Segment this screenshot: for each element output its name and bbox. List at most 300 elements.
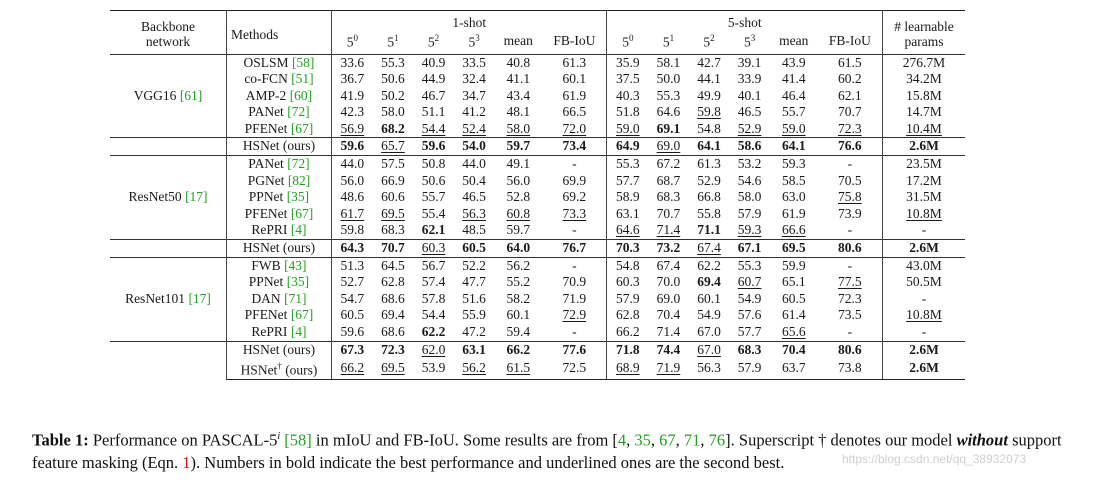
- table-header: [110, 11, 965, 55]
- value-cell: [413, 291, 454, 308]
- value-cell: [770, 291, 818, 308]
- value-cell: [883, 173, 966, 190]
- one-shot-header: 1-shot: [332, 11, 607, 31]
- method-citation: [51]: [291, 71, 314, 87]
- value-cell: [413, 341, 454, 358]
- value-cell: [689, 156, 730, 173]
- value-cell: [770, 121, 818, 138]
- value-cell: [332, 240, 373, 258]
- value-cell: [648, 71, 689, 88]
- value-cell: [770, 307, 818, 324]
- method-name: PANet: [248, 156, 284, 172]
- fbiou-header-one-shot: FB-IoU: [542, 30, 607, 54]
- caption-text-1: Performance on PASCAL-5: [88, 430, 278, 450]
- value-text: 23.5M: [906, 156, 942, 172]
- method-cell: [227, 71, 332, 88]
- value-text: 55.3: [737, 257, 762, 273]
- caption-superscript-i: i: [277, 431, 281, 442]
- value-cell: [454, 324, 495, 341]
- value-cell: [494, 173, 542, 190]
- value-cell: [494, 88, 542, 105]
- value-cell: [494, 257, 542, 274]
- value-cell: [332, 324, 373, 341]
- value-text: 51.8: [616, 104, 640, 120]
- table-row: [110, 222, 965, 239]
- value-text: 52.7: [340, 274, 365, 290]
- value-cell: [770, 138, 818, 156]
- method-cell: [227, 307, 332, 324]
- value-cell: [818, 222, 883, 239]
- method-name: PGNet: [247, 172, 285, 188]
- value-text: 68.2: [381, 120, 405, 136]
- value-cell: [818, 156, 883, 173]
- value-cell: [770, 257, 818, 274]
- value-text: 64.9: [616, 138, 640, 154]
- value-text: 71.1: [697, 222, 721, 238]
- value-cell: [818, 206, 883, 223]
- value-text: 59.6: [340, 324, 365, 339]
- value-text: 41.1: [506, 71, 531, 87]
- value-cell: [648, 121, 689, 138]
- value-text: 70.7: [838, 104, 862, 120]
- method-suffix: (ours): [281, 362, 318, 378]
- value-cell: [454, 274, 495, 291]
- value-cell: [454, 206, 495, 223]
- fold-superscript: 0: [628, 33, 634, 43]
- value-text: 68.6: [381, 324, 405, 339]
- caption-cite-58: [58]: [284, 430, 312, 450]
- value-text: 66.2: [506, 341, 531, 357]
- value-cell: [542, 88, 607, 105]
- value-cell: [689, 358, 730, 380]
- value-text: 49.1: [506, 156, 531, 172]
- caption-cite-71: 71: [683, 430, 701, 450]
- mean-header-one-shot: mean: [503, 32, 533, 48]
- table-row: [110, 121, 965, 138]
- value-text: 58.1: [656, 54, 681, 70]
- value-cell: [607, 71, 648, 88]
- value-cell: [729, 291, 770, 308]
- value-text: 56.3: [462, 205, 486, 221]
- mean-header-five-shot: mean: [779, 32, 809, 48]
- value-cell: [607, 257, 648, 274]
- value-text: 62.2: [697, 257, 721, 273]
- value-text: 57.5: [381, 156, 405, 172]
- value-text: 33.9: [737, 71, 762, 87]
- value-text: 68.3: [381, 222, 405, 238]
- value-text: 72.3: [838, 120, 862, 136]
- fold-superscript: 1: [394, 33, 399, 43]
- value-cell: [729, 240, 770, 258]
- value-cell: [332, 341, 373, 358]
- value-text: 10.8M: [906, 307, 942, 323]
- value-cell: [729, 257, 770, 274]
- value-text: 43.4: [506, 87, 531, 103]
- value-text: 56.7: [421, 257, 446, 273]
- fold-1-header-one-shot: [373, 30, 414, 54]
- value-text: 53.2: [737, 156, 762, 172]
- value-cell: [373, 222, 414, 239]
- table-row: [110, 274, 965, 291]
- value-cell: [413, 274, 454, 291]
- value-cell: [648, 222, 689, 239]
- value-text: 66.6: [781, 222, 806, 238]
- value-text: 77.6: [562, 341, 587, 357]
- fold-1-header-five-shot: [648, 30, 689, 54]
- value-text: 60.3: [616, 274, 640, 290]
- value-cell: [542, 206, 607, 223]
- value-text: 55.3: [616, 156, 640, 172]
- value-cell: [883, 257, 966, 274]
- value-text: 56.3: [697, 360, 721, 376]
- value-cell: [373, 104, 414, 121]
- value-text: 56.0: [340, 172, 365, 188]
- value-text: 40.1: [737, 87, 762, 103]
- value-text: 50.2: [381, 87, 405, 103]
- value-text: 68.7: [656, 172, 681, 188]
- fold-base: 5: [662, 34, 670, 50]
- value-text: 51.3: [340, 257, 365, 273]
- value-text: 76.6: [838, 138, 862, 154]
- value-cell: [818, 54, 883, 71]
- method-cell: [227, 240, 332, 258]
- value-text: 56.2: [506, 257, 531, 273]
- hsnet-row: [110, 138, 965, 156]
- value-cell: [542, 138, 607, 156]
- table-row: [110, 71, 965, 88]
- fold-superscript: 1: [669, 33, 675, 43]
- value-cell: [648, 54, 689, 71]
- value-cell: [770, 206, 818, 223]
- value-cell: [818, 341, 883, 358]
- value-cell: [770, 324, 818, 341]
- value-text: 55.7: [421, 189, 446, 205]
- value-text: 67.0: [697, 324, 721, 339]
- value-cell: [494, 156, 542, 173]
- value-text: 50.0: [656, 71, 681, 87]
- value-text: 69.9: [562, 172, 587, 188]
- value-cell: [332, 358, 373, 380]
- value-text: 71.9: [656, 360, 681, 376]
- value-text: 54.9: [737, 290, 762, 306]
- value-text: 54.8: [697, 120, 721, 136]
- value-cell: [542, 240, 607, 258]
- value-cell: [689, 71, 730, 88]
- value-cell: [648, 138, 689, 156]
- value-cell: [729, 138, 770, 156]
- value-text: 59.0: [781, 120, 806, 136]
- value-cell: [770, 71, 818, 88]
- method-name: HSNet (ours): [242, 240, 316, 256]
- value-cell: [373, 156, 414, 173]
- value-cell: [373, 274, 414, 291]
- value-text: 55.4: [421, 205, 446, 221]
- value-text: 50.8: [421, 156, 446, 172]
- value-text: 54.4: [421, 120, 446, 136]
- backbone-header-line1: Backbone: [141, 19, 195, 35]
- value-cell: [373, 240, 414, 258]
- fold-base: 5: [427, 34, 435, 50]
- value-text: 2.6M: [909, 240, 939, 256]
- value-cell: [542, 189, 607, 206]
- value-cell: [332, 206, 373, 223]
- value-cell: [373, 88, 414, 105]
- value-text: 37.5: [616, 71, 640, 87]
- value-text: 63.1: [616, 205, 640, 221]
- method-name: PFENet: [244, 120, 288, 136]
- value-cell: [818, 274, 883, 291]
- value-text: 57.7: [737, 324, 762, 339]
- value-text: 44.1: [697, 71, 721, 87]
- value-text: 50.5M: [906, 274, 942, 290]
- value-text: 54.9: [697, 307, 721, 323]
- value-cell: [883, 341, 966, 358]
- value-text: 54.6: [737, 172, 762, 188]
- value-cell: [494, 274, 542, 291]
- value-cell: [332, 121, 373, 138]
- value-cell: [413, 88, 454, 105]
- value-text: 67.1: [737, 240, 762, 256]
- backbone-cell: [110, 54, 227, 138]
- value-text: 50.4: [462, 172, 486, 188]
- value-text: 54.8: [616, 257, 640, 273]
- value-text: 36.7: [340, 71, 365, 87]
- value-cell: [607, 341, 648, 358]
- value-cell: [607, 173, 648, 190]
- method-cell: [227, 156, 332, 173]
- value-cell: [883, 274, 966, 291]
- value-text: 70.4: [781, 341, 806, 357]
- backbone-cell-empty: [110, 240, 227, 258]
- value-cell: [729, 341, 770, 358]
- value-cell: [883, 307, 966, 324]
- value-cell: [883, 54, 966, 71]
- value-cell: [689, 222, 730, 239]
- value-text: 14.7M: [906, 104, 942, 120]
- value-text: 50.6: [381, 71, 405, 87]
- value-text: 66.5: [562, 104, 587, 120]
- value-text: 61.3: [697, 156, 721, 172]
- method-cell: [227, 173, 332, 190]
- value-text: 33.6: [340, 54, 365, 70]
- value-text: 66.8: [697, 189, 721, 205]
- value-text: 10.4M: [906, 120, 942, 136]
- params-header-line1: # learnable: [894, 19, 954, 35]
- value-cell: [648, 307, 689, 324]
- value-text: 60.5: [462, 240, 486, 256]
- method-cell: [227, 291, 332, 308]
- value-text: 67.2: [656, 156, 681, 172]
- value-text: 72.5: [562, 360, 587, 376]
- value-text: 57.9: [737, 205, 762, 221]
- value-cell: [373, 341, 414, 358]
- value-cell: [413, 358, 454, 380]
- value-text: 69.5: [381, 205, 405, 221]
- method-name: AMP-2: [245, 87, 287, 103]
- caption-text-3: ]. Superscript † denotes our model: [725, 430, 957, 450]
- value-text: 48.1: [506, 104, 531, 120]
- fold-base: 5: [346, 34, 354, 50]
- value-text: 56.0: [506, 172, 531, 188]
- caption-eqn-ref: 1: [182, 452, 191, 472]
- value-cell: [494, 222, 542, 239]
- value-text: 32.4: [462, 71, 486, 87]
- value-text: 66.2: [340, 360, 365, 376]
- value-text: 60.7: [737, 274, 762, 290]
- value-text: 40.3: [616, 87, 640, 103]
- value-cell: [494, 307, 542, 324]
- value-text: 63.0: [781, 189, 806, 205]
- value-cell: [883, 222, 966, 239]
- value-cell: [413, 121, 454, 138]
- value-cell: [648, 88, 689, 105]
- value-cell: [413, 240, 454, 258]
- table-row: [110, 54, 965, 71]
- value-text: 46.5: [737, 104, 762, 120]
- value-cell: [818, 138, 883, 156]
- value-text: 76.7: [562, 240, 587, 256]
- value-cell: [454, 240, 495, 258]
- value-cell: [689, 257, 730, 274]
- fold-0-header-one-shot: [332, 30, 373, 54]
- value-text: 69.5: [381, 360, 405, 376]
- fold-base: 5: [703, 34, 711, 50]
- value-cell: [729, 206, 770, 223]
- value-cell: [648, 173, 689, 190]
- value-cell: [413, 71, 454, 88]
- value-text: 73.5: [838, 307, 862, 323]
- value-text: -: [572, 324, 577, 339]
- value-text: -: [572, 257, 577, 273]
- value-cell: [648, 206, 689, 223]
- value-cell: [883, 358, 966, 380]
- value-text: 2.6M: [909, 341, 939, 357]
- value-text: 60.2: [838, 71, 862, 87]
- value-cell: [454, 173, 495, 190]
- value-text: 69.0: [656, 290, 681, 306]
- value-cell: [770, 88, 818, 105]
- params-header-line2: params: [904, 34, 944, 50]
- method-citation: [35]: [286, 274, 310, 290]
- value-text: 59.7: [506, 138, 531, 154]
- method-cell: [227, 274, 332, 291]
- value-text: 73.9: [838, 205, 862, 221]
- value-cell: [373, 121, 414, 138]
- value-cell: [883, 291, 966, 308]
- value-text: 58.0: [737, 189, 762, 205]
- value-cell: [883, 189, 966, 206]
- value-cell: [454, 307, 495, 324]
- value-cell: [818, 324, 883, 341]
- value-text: 64.1: [697, 138, 721, 154]
- method-name: RePRI: [251, 324, 288, 339]
- value-cell: [818, 291, 883, 308]
- method-citation: [67]: [290, 120, 314, 136]
- method-name: OSLSM: [243, 54, 289, 70]
- value-text: 69.0: [656, 138, 681, 154]
- value-text: 42.3: [340, 104, 365, 120]
- value-text: 59.8: [340, 222, 365, 238]
- value-cell: [689, 307, 730, 324]
- value-cell: [373, 358, 414, 380]
- backbone-name: ResNet50: [128, 189, 182, 205]
- value-cell: [332, 307, 373, 324]
- value-text: -: [847, 222, 853, 238]
- value-cell: [648, 257, 689, 274]
- value-text: 58.2: [506, 290, 531, 306]
- value-text: 65.7: [381, 138, 405, 154]
- value-text: 75.8: [838, 189, 862, 205]
- value-cell: [413, 156, 454, 173]
- method-citation: [4]: [290, 222, 307, 238]
- value-cell: [770, 54, 818, 71]
- value-text: 71.8: [616, 341, 640, 357]
- method-name: PANet: [248, 104, 284, 120]
- table-row: [110, 307, 965, 324]
- method-citation: [4]: [290, 324, 307, 339]
- value-cell: [542, 71, 607, 88]
- dagger-superscript: †: [277, 361, 282, 372]
- value-cell: [818, 71, 883, 88]
- value-cell: [494, 121, 542, 138]
- value-text: 62.0: [421, 341, 446, 357]
- table-row: [110, 104, 965, 121]
- value-text: 60.8: [506, 205, 531, 221]
- value-text: 44.9: [421, 71, 446, 87]
- value-cell: [648, 274, 689, 291]
- value-cell: [454, 189, 495, 206]
- fold-superscript: 2: [710, 33, 715, 43]
- value-cell: [729, 307, 770, 324]
- fold-3-header-five-shot: [729, 30, 770, 54]
- value-cell: [494, 341, 542, 358]
- value-cell: [607, 291, 648, 308]
- backbone-cell-empty: [110, 138, 227, 156]
- value-text: 60.5: [781, 290, 806, 306]
- value-text: 2.6M: [909, 360, 939, 376]
- method-cell: [227, 104, 332, 121]
- value-cell: [729, 274, 770, 291]
- method-cell: [227, 189, 332, 206]
- value-cell: [373, 206, 414, 223]
- value-text: 47.7: [462, 274, 486, 290]
- method-name: PFENet: [244, 205, 288, 221]
- method-name: PPNet: [248, 189, 284, 205]
- method-name: HSNet (ours): [242, 138, 316, 154]
- value-text: 52.4: [462, 120, 486, 136]
- value-text: 80.6: [838, 240, 862, 256]
- value-text: 61.7: [340, 205, 365, 221]
- value-text: 43.0M: [906, 257, 942, 273]
- value-cell: [689, 121, 730, 138]
- value-cell: [607, 104, 648, 121]
- method-cell: [227, 324, 332, 341]
- value-cell: [729, 88, 770, 105]
- value-text: 67.4: [697, 240, 721, 256]
- value-text: 33.5: [462, 54, 486, 70]
- value-cell: [413, 206, 454, 223]
- table-row: [110, 291, 965, 308]
- value-cell: [332, 71, 373, 88]
- value-cell: [770, 104, 818, 121]
- value-cell: [542, 104, 607, 121]
- fold-base: 5: [622, 34, 629, 50]
- value-text: 48.5: [462, 222, 486, 238]
- params-header: [883, 11, 966, 55]
- value-cell: [454, 222, 495, 239]
- value-cell: [494, 240, 542, 258]
- value-cell: [494, 358, 542, 380]
